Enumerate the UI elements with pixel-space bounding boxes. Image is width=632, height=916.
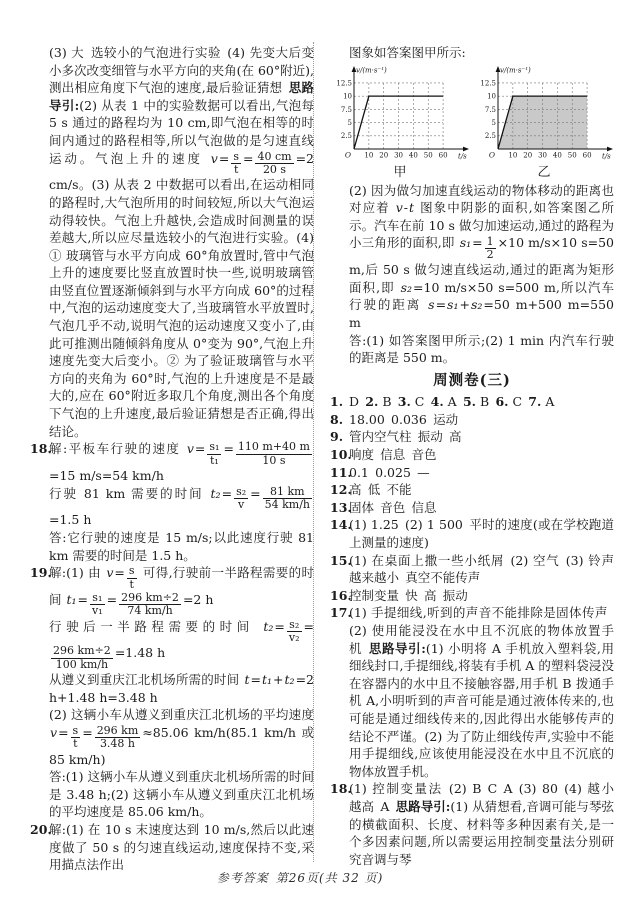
v-t-graph bbox=[474, 65, 614, 165]
svg-text:v/(m·s⁻¹): v/(m·s⁻¹) bbox=[500, 66, 531, 75]
svg-text:50: 50 bbox=[567, 151, 577, 160]
text-run: 答:(1) 这辆小车从遵义到重庆北机场所需的时间是 3.48 h;(2) 这辆小车从遵义到重庆江北机场的平均速度是 85.06 km/h。 bbox=[49, 769, 314, 820]
text-run: =2 cm/s。(3) 从表 2 中数据可以看出,在运动相同的路程时,大气泡所用的时间较短,所以大气泡运动得较快。气泡上升越快,会造成时间测量的误差越大,所以应尽量选较小的气泡进行实验。(4) ① 玻璃管与水平方向成 60°角放置时,管中气泡上升的速度要比竖直放置时快一些,说明玻璃管由竖直位置逐渐倾斜到与水平方向成 60°的过程中,气泡的运动速度变大了,当玻璃管水平放置时,气泡几乎不动,说明气泡的运动速度又变小了,由此可推测出随倾斜角度从 0°变为 90°,气泡上升速度先变大后变小。② 为了验证玻璃管与水平方向的夹角为 60°时,气泡的上升速度是不是最大的,应在 60°附近多取几个角度,测出各个角度下气泡的上升速度,最后验证猜想是否正确,得出结论。 bbox=[49, 150, 314, 439]
text-run: =2 h+1.48 h=3.48 h bbox=[49, 672, 314, 705]
svg-text:10: 10 bbox=[508, 151, 518, 160]
bold-text: 5. bbox=[462, 394, 477, 410]
text-run: = bbox=[223, 441, 234, 457]
text-run: (1) 控制变量法 (2) B C A (3) 80 (4) 越小 越高 A bbox=[349, 781, 614, 814]
text-run: 图象中阴影的面积,如答案图乙所示。汽车在前 10 s 做匀加速运动,通过的路程为小三角形的面积,即 bbox=[349, 200, 614, 251]
svg-text:40: 40 bbox=[408, 151, 418, 160]
svg-text:5: 5 bbox=[347, 118, 352, 127]
text-run: =15 m/s=54 km/h bbox=[49, 467, 164, 483]
item-number: 14. bbox=[330, 517, 352, 533]
text-run: = bbox=[77, 591, 89, 607]
fraction-denominator: 3.48 h bbox=[99, 737, 136, 751]
item-number: 19. bbox=[30, 565, 52, 581]
svg-text:7.5: 7.5 bbox=[484, 105, 496, 114]
math-variable: v bbox=[395, 200, 403, 216]
svg-text:60: 60 bbox=[582, 151, 592, 160]
answer-item-9 bbox=[330, 428, 614, 446]
math-variable: v bbox=[106, 565, 114, 581]
text-run: = bbox=[82, 724, 93, 740]
velocity-time-graph-yi bbox=[474, 65, 614, 165]
text-run: 行驶 81 km 需要的时间 bbox=[49, 485, 210, 501]
text-run: A bbox=[541, 394, 555, 410]
text-run: 解:平板车行驶的速度 bbox=[49, 441, 186, 457]
svg-text:10: 10 bbox=[364, 151, 374, 160]
left-column bbox=[30, 44, 314, 874]
bold-text: 4. bbox=[430, 394, 444, 410]
fraction bbox=[127, 565, 137, 591]
v-t-graph bbox=[330, 65, 470, 165]
text-run: =1.48 h bbox=[114, 645, 166, 661]
text-run: = bbox=[274, 618, 285, 634]
answer-item-16 bbox=[330, 587, 614, 605]
fraction-numerator: s bbox=[233, 149, 239, 163]
answer-paragraph bbox=[330, 44, 614, 62]
item-number: 12. bbox=[330, 482, 352, 498]
bold-text: 思路导引: bbox=[49, 80, 314, 113]
text-run: = bbox=[250, 485, 261, 501]
text-run: (1) 从猜想看,音调可能与琴弦的横截面积、长度、材料等多种因素有关,是一个多因素问题,所以需要运用控制变量法分别研究音调与琴 bbox=[349, 798, 614, 867]
fraction-denominator: 100 km/h bbox=[55, 657, 109, 671]
text-run: 行驶后一半路程需要的时间 bbox=[49, 618, 263, 634]
svg-text:30: 30 bbox=[538, 151, 548, 160]
fraction-numerator: 81 km bbox=[263, 486, 312, 499]
math-variable: t bbox=[409, 200, 415, 216]
fraction-numerator: 110 m+40 m bbox=[237, 440, 310, 454]
fraction-numerator: 296 km÷2 bbox=[121, 590, 179, 604]
text-run: = bbox=[194, 441, 206, 457]
text-run: = bbox=[218, 150, 230, 166]
math-variable: s₁ bbox=[459, 235, 472, 251]
text-run: = bbox=[114, 565, 125, 581]
fraction-denominator: 74 km/h bbox=[127, 604, 173, 618]
fraction bbox=[263, 486, 312, 512]
math-variable: t₂ bbox=[284, 672, 295, 688]
item-number: 13. bbox=[330, 499, 352, 515]
item-number: 1. bbox=[330, 394, 344, 410]
text-run: = bbox=[221, 485, 233, 501]
text-run: 答:(1) 如答案图甲所示;(2) 1 min 内汽车行驶的距离是 550 m。 bbox=[349, 332, 614, 366]
item-number: 20. bbox=[30, 822, 52, 837]
fraction bbox=[119, 592, 181, 618]
item-number: 15. bbox=[330, 552, 352, 568]
svg-text:40: 40 bbox=[552, 151, 562, 160]
svg-text:O: O bbox=[344, 150, 351, 160]
text-run: 0.1 0.025 — bbox=[349, 464, 430, 480]
fraction-numerator: s bbox=[128, 564, 135, 578]
text-run: 图象如答案图甲所示: bbox=[349, 45, 466, 60]
svg-text:12.5: 12.5 bbox=[336, 78, 352, 87]
text-run: = bbox=[472, 235, 483, 251]
text-run: 可得,行驶前一半路程需要的时间 bbox=[49, 565, 314, 607]
text-run: 固体 音色 信息 bbox=[349, 499, 437, 515]
text-run: D bbox=[349, 394, 366, 410]
velocity-time-graph-jia bbox=[330, 65, 470, 165]
math-variable: s₂ bbox=[400, 279, 413, 295]
page-footer bbox=[0, 869, 600, 886]
svg-text:20: 20 bbox=[379, 151, 389, 160]
text-run: = bbox=[435, 297, 447, 313]
text-run: B bbox=[378, 394, 398, 410]
bold-text: 2. bbox=[365, 394, 379, 410]
math-variable: t₂ bbox=[210, 485, 221, 501]
math-variable: t₂ bbox=[263, 618, 274, 634]
figure-intro-text bbox=[330, 44, 614, 62]
column-divider bbox=[313, 42, 314, 862]
text-run: = bbox=[250, 672, 261, 688]
answer-paragraph bbox=[330, 182, 614, 367]
text-run: (1) 1.25 (2) 1 500 平时的速度(或在学校跑道上测量的速度) bbox=[349, 517, 614, 551]
bold-text: 6. bbox=[495, 394, 509, 410]
bold-text: 7. bbox=[528, 394, 542, 410]
text-run: =2 h bbox=[182, 591, 214, 607]
text-run: ≈85.06 km/h(85.1 km/h 或 85 km/h) bbox=[49, 724, 314, 767]
fraction bbox=[71, 725, 81, 751]
svg-text:5: 5 bbox=[491, 118, 496, 127]
fraction-numerator: 1 bbox=[486, 234, 494, 248]
text-run: 从遵义到重庆江北机场所需的时间 bbox=[49, 672, 244, 688]
text-run: (1) 手提细线,听到的声音不能排除是固体传声 (2) 使用能浸没在水中且不沉底的物体放置手机 bbox=[349, 605, 614, 656]
item-number: 16. bbox=[330, 587, 352, 603]
text-run: C bbox=[410, 394, 431, 410]
fraction-numerator: 296 km bbox=[96, 724, 139, 737]
math-variable: t₁ bbox=[261, 672, 273, 688]
bold-text: 3. bbox=[397, 394, 411, 410]
svg-text:10: 10 bbox=[487, 92, 496, 101]
text-run: 18.00 0.036 运动 bbox=[349, 411, 459, 427]
fraction-numerator: 296 km÷2 bbox=[53, 644, 111, 658]
answer-item-14 bbox=[330, 516, 614, 551]
answer-item-19 bbox=[30, 564, 314, 821]
fraction bbox=[234, 486, 248, 512]
text-run: = bbox=[242, 150, 254, 166]
fraction-denominator: t₁ bbox=[209, 453, 219, 467]
fraction-denominator: 54 km/h bbox=[264, 498, 310, 511]
svg-text:2.5: 2.5 bbox=[340, 131, 352, 140]
math-variable: v bbox=[50, 724, 58, 740]
math-variable: s₂ bbox=[470, 297, 483, 313]
answer-item-18 bbox=[330, 780, 614, 868]
figure-jia bbox=[330, 65, 470, 180]
fraction-denominator: t bbox=[233, 163, 239, 176]
fraction bbox=[485, 236, 496, 262]
svg-text:t/s: t/s bbox=[602, 152, 611, 161]
fraction bbox=[207, 441, 221, 467]
answer-item-15 bbox=[330, 552, 614, 587]
footer-text: 参考答案 第26页(共 32 页) bbox=[216, 871, 384, 885]
fraction-numerator: s₂ bbox=[236, 484, 247, 498]
math-variable: s bbox=[428, 297, 435, 313]
math-variable: t bbox=[244, 672, 250, 688]
item-number: 9. bbox=[330, 429, 344, 445]
fraction-numerator: s bbox=[72, 724, 79, 737]
item-number: 8. bbox=[330, 411, 344, 427]
item-number: 18. bbox=[330, 781, 352, 797]
text-run: 解:(1) 由 bbox=[49, 565, 106, 581]
text-run: 控制变量 快 高 振动 bbox=[349, 587, 468, 603]
text-run: + bbox=[459, 297, 470, 313]
answer-item-10 bbox=[330, 446, 614, 464]
svg-text:12.5: 12.5 bbox=[480, 78, 496, 87]
answer-items bbox=[330, 393, 614, 868]
text-run: = bbox=[303, 618, 314, 634]
svg-text:2.5: 2.5 bbox=[484, 131, 496, 140]
answer-item-18 bbox=[30, 440, 314, 564]
text-run: (3) 大 选较小的气泡进行实验 (4) 先变大后变小多次改变细管与水平方向的夹角(在 60°附近),测出相应角度下气泡的速度,最后验证猜想 bbox=[49, 45, 314, 96]
fraction-denominator: v₂ bbox=[288, 631, 300, 645]
text-run: 答:它行驶的速度是 15 m/s;以此速度行驶 81 km 需要的时间是 1.5 h。 bbox=[49, 529, 314, 563]
fraction-denominator: t bbox=[73, 737, 78, 751]
svg-text:20: 20 bbox=[523, 151, 533, 160]
fraction bbox=[255, 151, 293, 177]
text-run: (2) 从表 1 中的实验数据可以看出,气泡每 5 s 通过的路程均为 10 cm,即气泡在相等的时间内通过的路程相等,所以气泡做的是匀速直线运动。气泡上升的速度 bbox=[49, 97, 314, 166]
text-run: ×10 m/s×10 s=50 m,后 50 s 做匀速直线运动,通过的距离为矩形面积,即 bbox=[349, 235, 614, 295]
fraction-numerator: s₁ bbox=[209, 440, 220, 454]
answer-paragraph bbox=[30, 44, 314, 440]
text-run: 解:(1) 在 10 s 末速度达到 10 m/s,然后以此速度做了 50 s 的匀速直线运动,速度保持不变,采用描点法作出 bbox=[49, 822, 314, 873]
text-run: (2) 这辆小车从遵义到重庆江北机场的平均速度 bbox=[49, 707, 314, 723]
figure-caption: 甲 bbox=[393, 164, 407, 180]
answer-item-8 bbox=[330, 411, 614, 429]
answer-item-1 bbox=[330, 393, 614, 411]
math-variable: t₁ bbox=[66, 591, 77, 607]
text-run: C bbox=[508, 394, 529, 410]
svg-text:10: 10 bbox=[343, 92, 352, 101]
svg-text:30: 30 bbox=[394, 151, 404, 160]
fraction bbox=[90, 592, 105, 618]
answer-item-11 bbox=[330, 464, 614, 482]
text-run: A bbox=[443, 394, 463, 410]
answer-figures bbox=[330, 65, 614, 180]
svg-text:t/s: t/s bbox=[458, 152, 467, 161]
answer-item-12 bbox=[330, 481, 614, 499]
fraction-denominator: 20 s bbox=[262, 163, 287, 176]
text-run: 管内空气柱 振动 高 bbox=[349, 429, 462, 445]
text-run: B bbox=[476, 394, 496, 410]
answer-item-20 bbox=[30, 821, 314, 874]
bold-text: 思路导引: bbox=[395, 798, 451, 814]
item-number: 10. bbox=[330, 447, 352, 463]
text-run: (2) 因为做匀加速直线运动的物体移动的距离也对应着 bbox=[349, 182, 614, 216]
svg-text:60: 60 bbox=[438, 151, 448, 160]
right-column bbox=[330, 44, 614, 868]
fraction-denominator: v bbox=[237, 498, 245, 511]
fraction-denominator: t bbox=[129, 577, 134, 591]
fraction-numerator: s₂ bbox=[287, 619, 302, 632]
text-run: (1) 在桌面上撒一些小纸屑 (2) 空气 (3) 铃声越来越小 真空不能传声 bbox=[349, 552, 614, 586]
fraction-numerator: 40 cm bbox=[257, 149, 292, 163]
fraction bbox=[231, 151, 241, 177]
text-run: = bbox=[106, 591, 118, 607]
svg-text:O: O bbox=[488, 150, 495, 160]
figure-yi bbox=[474, 65, 614, 180]
section-title: 周测卷(三) bbox=[433, 371, 511, 389]
fraction bbox=[95, 725, 141, 751]
text-run: 响度 信息 音色 bbox=[349, 447, 437, 463]
item-number: 18. bbox=[30, 441, 52, 457]
math-variable: v bbox=[210, 150, 218, 166]
fraction-denominator: 10 s bbox=[262, 453, 286, 467]
text-run: 高 低 不能 bbox=[349, 482, 412, 498]
fraction bbox=[236, 441, 312, 467]
math-variable: v bbox=[186, 441, 194, 457]
item-number: 17. bbox=[330, 605, 352, 621]
math-variable: s₁ bbox=[447, 297, 459, 313]
text-run: = bbox=[58, 724, 69, 740]
text-run: =10 m/s×50 s=500 m,所以汽车行驶的距离 bbox=[349, 279, 614, 313]
figure-caption: 乙 bbox=[537, 164, 551, 180]
figure-explanation bbox=[330, 182, 614, 367]
fraction-denominator: 2 bbox=[486, 247, 494, 261]
item-number: 11. bbox=[330, 464, 352, 480]
svg-text:v/(m·s⁻¹): v/(m·s⁻¹) bbox=[356, 66, 387, 75]
fraction bbox=[287, 619, 302, 645]
fraction bbox=[51, 645, 113, 671]
answer-item-13 bbox=[330, 499, 614, 517]
text-run: =1.5 h bbox=[49, 512, 92, 528]
svg-text:50: 50 bbox=[423, 151, 433, 160]
text-run: (1) 小明将 A 手机放入塑料袋,用细线封口,手提细线,将装有手机 A 的塑料袋浸没在容器内的水中且不接触容器,用手机 B 拨通手机 A,小明听到的声音可能是通过液体传来的,也可能是通过细线传来的,因此得出水能够传声的结论不严谨。(2) 为了防止细线传声,实验中不能用手提细线,应该使用能浸没在水中且不沉底的物体放置手机。 bbox=[349, 640, 614, 779]
text-run: =50 m+500 m=550 m bbox=[349, 297, 614, 330]
answer-item-17 bbox=[330, 604, 614, 780]
fraction-denominator: v₁ bbox=[92, 604, 103, 618]
svg-text:7.5: 7.5 bbox=[340, 105, 352, 114]
fraction-numerator: s₁ bbox=[90, 592, 105, 605]
text-run: - bbox=[403, 200, 409, 216]
text-run: + bbox=[273, 672, 284, 688]
bold-text: 思路导引: bbox=[368, 640, 426, 656]
